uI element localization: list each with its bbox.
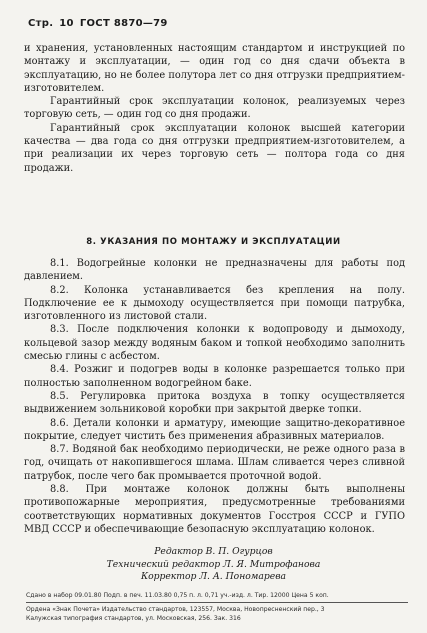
- section-title: 8. УКАЗАНИЯ ПО МОНТАЖУ И ЭКСПЛУАТАЦИИ: [86, 237, 341, 247]
- corrector-credit: Корректор Л. А. Пономарева: [140, 571, 287, 582]
- imprint-divider: [26, 602, 408, 603]
- page-number: 10: [59, 18, 74, 29]
- section-item-8-6: 8.6. Детали колонки и арматуру, имеющие защитно-декоративное покрытие, следует чистить без применения абразивных материалов.: [24, 417, 405, 442]
- warranty-paragraph-1: Гарантийный срок эксплуатации колонок, реализуемых через торговую сеть, — один год со дня продажи.: [24, 96, 405, 121]
- section-item-8-1: 8.1. Водогрейные колонки не предназначены для работы под давлением.: [24, 258, 405, 283]
- page-header: [28, 18, 174, 29]
- continuation-paragraph: и хранения, установленных настоящим стандартом и инструкцией по монтажу и эксплуатации, — один год со дня сдачи объекта в эксплуатацию, но не более полутора лет со дня отгрузки предприятием-изготовителем.: [24, 43, 405, 94]
- page-label: Стр.: [28, 18, 54, 29]
- section-item-8-4: 8.4. Розжиг и подогрев воды в колонке разрешается только при полностью заполненном водогрейном баке.: [24, 364, 405, 389]
- tech-editor-credit: Технический редактор Л. Я. Митрофанова: [106, 558, 321, 570]
- imprint-block: [26, 591, 408, 623]
- imprint-line-2: Ордена «Знак Почета» Издательство стандартов, 123557, Москва, Новопресненский пер., 3: [26, 606, 325, 613]
- section-items: [24, 257, 405, 536]
- standard-code: ГОСТ 8870—79: [79, 18, 168, 29]
- section-item-8-7: 8.7. Водяной бак необходимо периодически, не реже одного раза в год, очищать от накопившегося шлама. Шлам сливается через сливной патрубок, после чего бак промывается проточной водой.: [24, 444, 405, 482]
- section-item-8-3: 8.3. После подключения колонки к водопроводу и дымоходу, кольцевой зазор между водяным баком и топкой необходимо заполнить смесью глины с асбестом.: [24, 324, 405, 363]
- editor-credit: Редактор В. П. Огурцов: [154, 546, 273, 557]
- imprint-line-3: Калужская типография стандартов, ул. Московская, 256. Зак. 316: [26, 615, 241, 622]
- intro-block: [24, 42, 405, 175]
- section-item-8-8: 8.8. При монтаже колонок должны быть выполнены противопожарные мероприятия, предусмотренные требованиями соответствующих нормативных документов Госстроя СССР и ГУПО МВД СССР и обеспечивающие безопасную эксплуатацию колонок.: [24, 484, 405, 535]
- imprint-line-1: Сдано в набор 09.01.80 Подп. в печ. 11.03.80 0,75 п. л. 0,71 уч.-изд. л. Тир. 12000 Цена 5 коп.: [26, 592, 329, 599]
- warranty-paragraph-2: Гарантийный срок эксплуатации колонок высшей категории качества — два года со дня отгрузки предприятием-изготовителем, а при реализации их через торговую сеть — полтора года со дня продажи.: [24, 122, 405, 174]
- credits-block: [0, 546, 427, 584]
- section-item-8-5: 8.5. Регулировка притока воздуха в топку осуществляется выдвижением зольниковой коробки при закрытой дверке топки.: [24, 390, 405, 416]
- section-item-8-2: 8.2. Колонка устанавливается без крепления на полу. Подключение ее к дымоходу осуществляется при помощи патрубка, изготовленного из листовой стали.: [24, 284, 405, 323]
